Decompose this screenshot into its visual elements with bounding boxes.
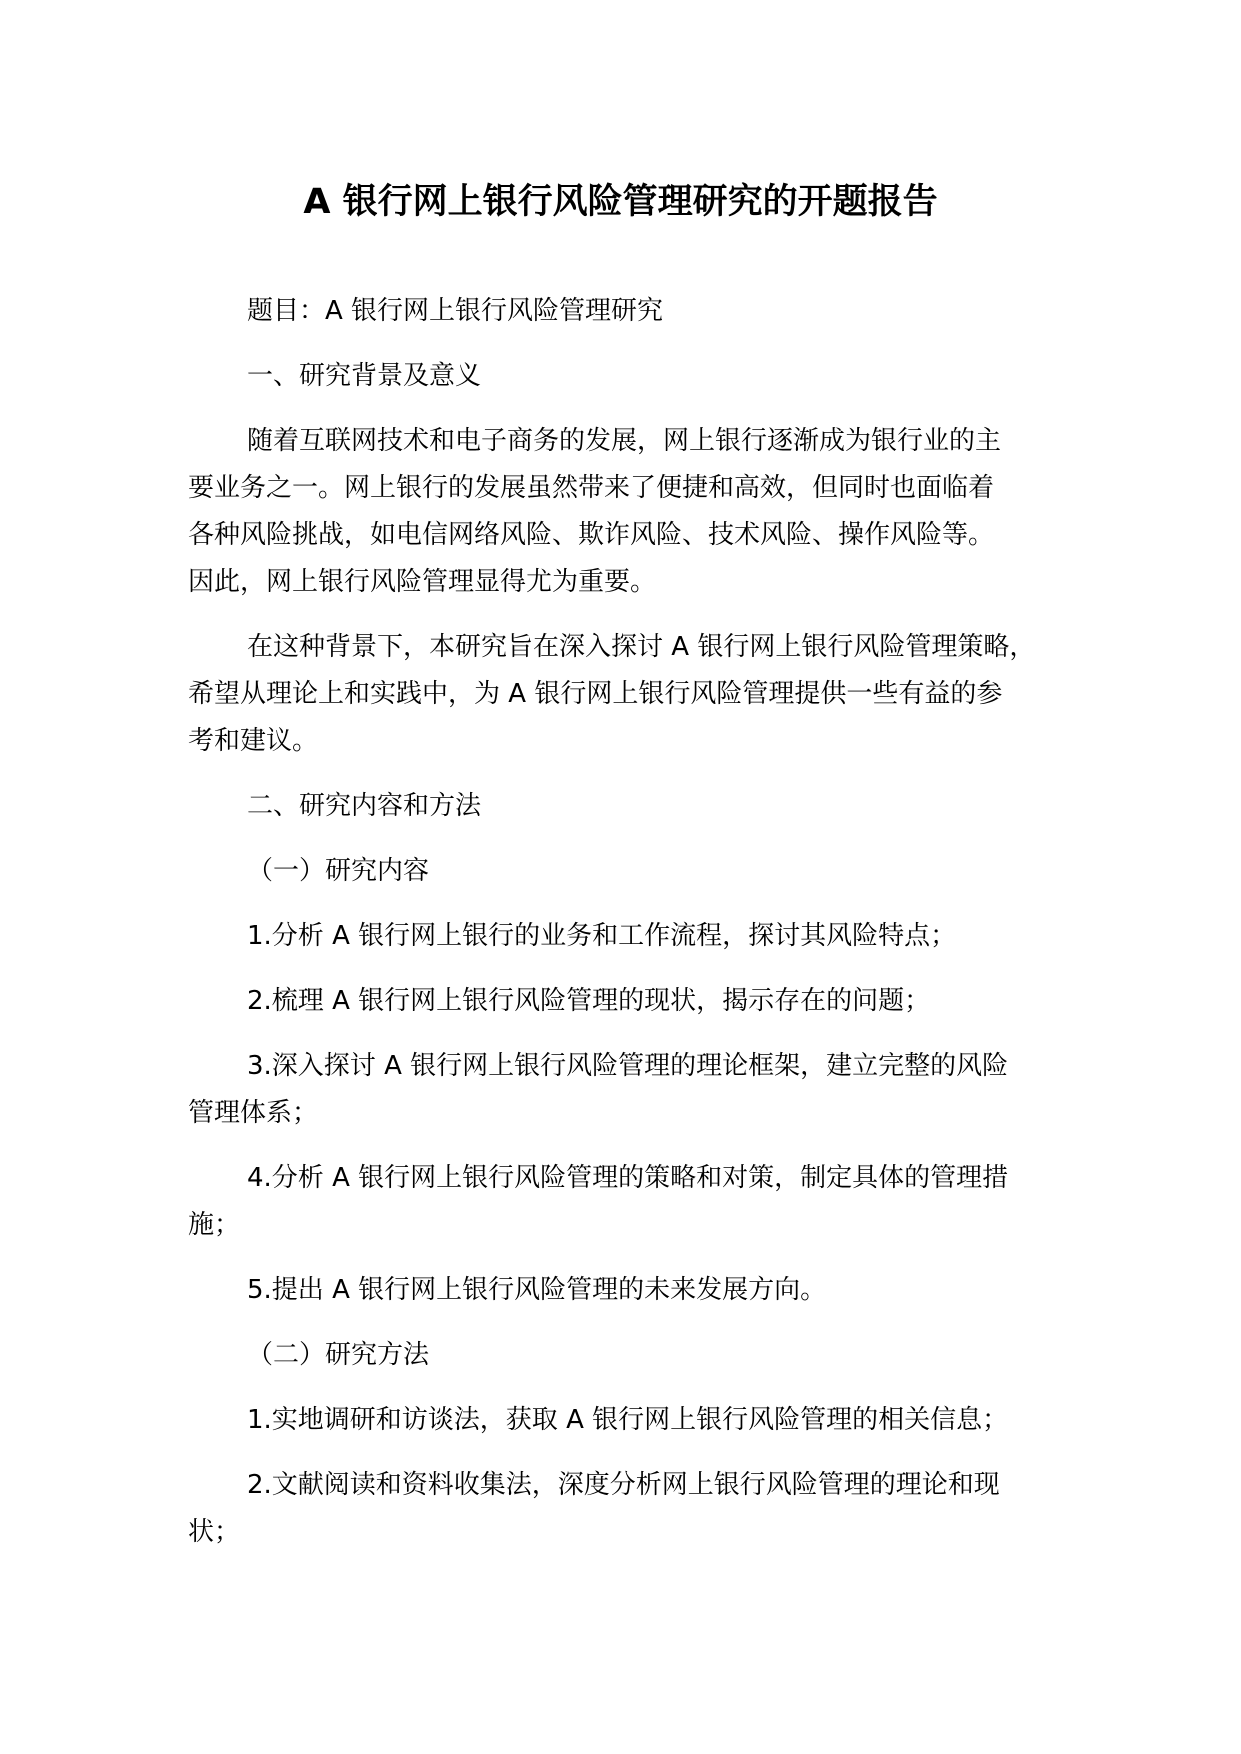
document-body xyxy=(188,288,1068,1574)
paragraph-background-1 xyxy=(188,418,1068,606)
list-item xyxy=(188,1155,1068,1249)
list-item xyxy=(188,1043,1068,1137)
paragraph-line: 5.提出 A 银行网上银行风险管理的未来发展方向。 xyxy=(247,1275,827,1305)
paragraph-line: 题目：A 银行网上银行风险管理研究 xyxy=(247,296,664,326)
paragraph-line: 1.分析 A 银行网上银行的业务和工作流程，探讨其风险特点； xyxy=(247,921,957,951)
paragraph-line: 二、研究内容和方法 xyxy=(247,791,482,821)
subsection-heading-content xyxy=(188,848,1068,895)
paragraph-line: （一）研究内容 xyxy=(247,856,430,886)
paragraph-topic xyxy=(188,288,1068,335)
paragraph-line: 2.文献阅读和资料收集法，深度分析网上银行风险管理的理论和现 xyxy=(247,1470,1000,1500)
paragraph-line: 2.梳理 A 银行网上银行风险管理的现状，揭示存在的问题； xyxy=(247,986,931,1016)
section-heading-content-methods xyxy=(188,783,1068,830)
section-heading-background xyxy=(188,353,1068,400)
list-item xyxy=(188,978,1068,1025)
paragraph-line: 因此，网上银行风险管理显得尤为重要。 xyxy=(188,567,657,597)
paragraph-line: 状； xyxy=(188,1517,241,1547)
paragraph-line: 4.分析 A 银行网上银行风险管理的策略和对策，制定具体的管理措 xyxy=(247,1163,1009,1193)
paragraph-line: 3.深入探讨 A 银行网上银行风险管理的理论框架，建立完整的风险 xyxy=(247,1051,1009,1081)
paragraph-line: 管理体系； xyxy=(188,1098,319,1128)
list-item xyxy=(188,913,1068,960)
paragraph-line: 各种风险挑战，如电信网络风险、欺诈风险、技术风险、操作风险等。 xyxy=(188,520,995,550)
subsection-heading-methods xyxy=(188,1332,1068,1379)
document-title: A 银行网上银行风险管理研究的开题报告 xyxy=(303,182,938,222)
list-item xyxy=(188,1462,1068,1556)
paragraph-background-2 xyxy=(188,624,1068,765)
paragraph-line: 在这种背景下，本研究旨在深入探讨 A 银行网上银行风险管理策略， xyxy=(247,632,1036,662)
paragraph-line: 1.实地调研和访谈法，获取 A 银行网上银行风险管理的相关信息； xyxy=(247,1405,1009,1435)
paragraph-line: 要业务之一。网上银行的发展虽然带来了便捷和高效，但同时也面临着 xyxy=(188,473,995,503)
list-item xyxy=(188,1267,1068,1314)
paragraph-line: 一、研究背景及意义 xyxy=(247,361,482,391)
paragraph-line: 施； xyxy=(188,1210,241,1240)
paragraph-line: 考和建议。 xyxy=(188,726,319,756)
list-item xyxy=(188,1397,1068,1444)
paragraph-line: 希望从理论上和实践中，为 A 银行网上银行风险管理提供一些有益的参 xyxy=(188,679,1003,709)
paragraph-line: 随着互联网技术和电子商务的发展，网上银行逐渐成为银行业的主 xyxy=(247,426,1002,456)
paragraph-line: （二）研究方法 xyxy=(247,1340,430,1370)
